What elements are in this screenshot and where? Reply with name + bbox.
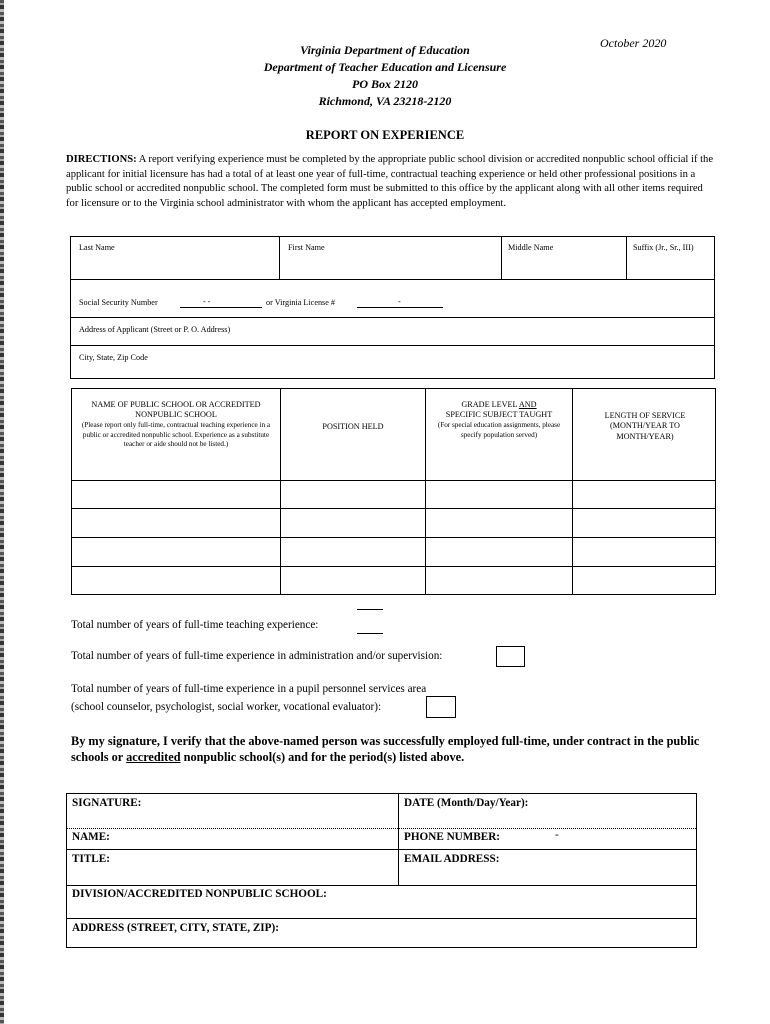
divider xyxy=(501,237,502,279)
division-field[interactable]: DIVISION/ACCREDITED NONPUBLIC SCHOOL: xyxy=(72,888,327,900)
divider xyxy=(626,237,627,279)
verification-part2: nonpublic school(s) and for the period(s) listed above. xyxy=(180,750,465,764)
verification-underlined: accredited xyxy=(126,750,181,764)
city-address: Richmond, VA 23218-2120 xyxy=(318,94,452,108)
school-address-field[interactable]: ADDRESS (STREET, CITY, STATE, ZIP): xyxy=(72,922,279,934)
total-pupil-input[interactable] xyxy=(426,696,456,718)
middle-name-field[interactable]: Middle Name xyxy=(508,243,554,252)
applicant-address-field[interactable]: Address of Applicant (Street or P. O. Address) xyxy=(79,325,231,334)
col-school-note: (Please report only full-time, contractual teaching experience in a public or accredited nonpublic school. Experience as a substitute teacher or aide should not be listed.) xyxy=(81,420,271,449)
signature-field[interactable]: SIGNATURE: xyxy=(72,797,142,809)
divider xyxy=(572,389,573,594)
col-subject-title: SPECIFIC SUBJECT TAUGHT xyxy=(445,410,553,420)
phone-field[interactable]: PHONE NUMBER: xyxy=(404,831,501,843)
email-field[interactable]: EMAIL ADDRESS: xyxy=(404,853,500,865)
table-row-4-school[interactable] xyxy=(72,567,279,594)
verification-statement xyxy=(71,733,711,765)
divider xyxy=(279,237,280,279)
first-name-field[interactable]: First Name xyxy=(288,243,325,252)
divider xyxy=(71,345,714,346)
verification-part1: By my signature, I verify that the above-named person was successfully employed full-time, under contract in the public schools or xyxy=(71,734,700,764)
total-teaching-label: Total number of years of full-time teaching experience: xyxy=(71,619,319,631)
col-school-header xyxy=(80,400,272,450)
table-row-2-school[interactable] xyxy=(72,509,279,536)
po-box: PO Box 2120 xyxy=(352,77,418,91)
table-row-1-school[interactable] xyxy=(72,481,279,507)
total-pupil-label-2: (school counselor, psychologist, social worker, vocational evaluator): xyxy=(71,701,382,713)
directions-text: A report verifying experience must be completed by the appropriate public school division or accredited nonpublic school official if the applicant for initial licensure has had a total of at least one year of full-time, contractual teaching experience or held other professional positions in a public school or accredited nonpublic school. The completed form must be submitted to this office by the applicant along with all other items required for licensure or to the Virginia school administrator with whom the applicant has accepted employment. xyxy=(66,154,714,209)
divider xyxy=(67,828,696,829)
col-school-title: NAME OF PUBLIC SCHOOL OR ACCREDITED NONPUBLIC SCHOOL xyxy=(91,400,261,420)
scan-edge xyxy=(0,0,4,1024)
col-position-header: POSITION HELD xyxy=(322,422,384,431)
col-grade-note: (For special education assignments, please specify population served) xyxy=(437,420,561,439)
ssn-label: Social Security Number xyxy=(79,298,158,307)
city-state-zip-field[interactable]: City, State, Zip Code xyxy=(79,353,148,362)
divider xyxy=(67,918,696,919)
table-row-3-school[interactable] xyxy=(72,538,279,565)
license-label: or Virginia License # xyxy=(266,298,336,307)
divider xyxy=(67,849,696,850)
total-admin-label: Total number of years of full-time experience in administration and/or supervision: xyxy=(71,650,443,662)
divider xyxy=(71,279,714,280)
divider xyxy=(67,885,696,886)
divider xyxy=(280,389,281,594)
col-length-header: LENGTH OF SERVICE (MONTH/YEAR TO MONTH/YEAR) xyxy=(604,411,686,441)
department-name: Department of Teacher Education and Licensure xyxy=(263,60,507,74)
divider xyxy=(425,389,426,594)
divider xyxy=(71,317,714,318)
date-field[interactable]: DATE (Month/Day/Year): xyxy=(404,797,529,809)
ssn-separators: - - xyxy=(203,297,211,306)
total-pupil-label-1: Total number of years of full-time experience in a pupil personnel services area xyxy=(71,683,427,695)
ssn-input[interactable] xyxy=(180,298,262,308)
total-teaching-input[interactable] xyxy=(357,633,383,634)
col-grade-title: GRADE LEVEL xyxy=(461,400,518,409)
suffix-field[interactable]: Suffix (Jr., Sr., III) xyxy=(633,243,694,252)
phone-dash: - xyxy=(555,829,559,841)
total-admin-input[interactable] xyxy=(496,646,525,667)
directions xyxy=(66,153,714,211)
name-field[interactable]: NAME: xyxy=(72,831,110,843)
tick-mark xyxy=(357,609,383,610)
directions-label: DIRECTIONS: xyxy=(66,154,137,165)
col-grade-and: AND xyxy=(518,400,537,409)
last-name-field[interactable]: Last Name xyxy=(79,243,115,252)
agency-name: Virginia Department of Education xyxy=(300,43,470,57)
title-field[interactable]: TITLE: xyxy=(72,853,110,865)
license-separator: - xyxy=(398,297,401,306)
col-grade-header xyxy=(432,400,566,440)
divider xyxy=(398,794,399,886)
form-title: REPORT ON EXPERIENCE xyxy=(305,128,465,142)
form-date: October 2020 xyxy=(600,36,667,50)
